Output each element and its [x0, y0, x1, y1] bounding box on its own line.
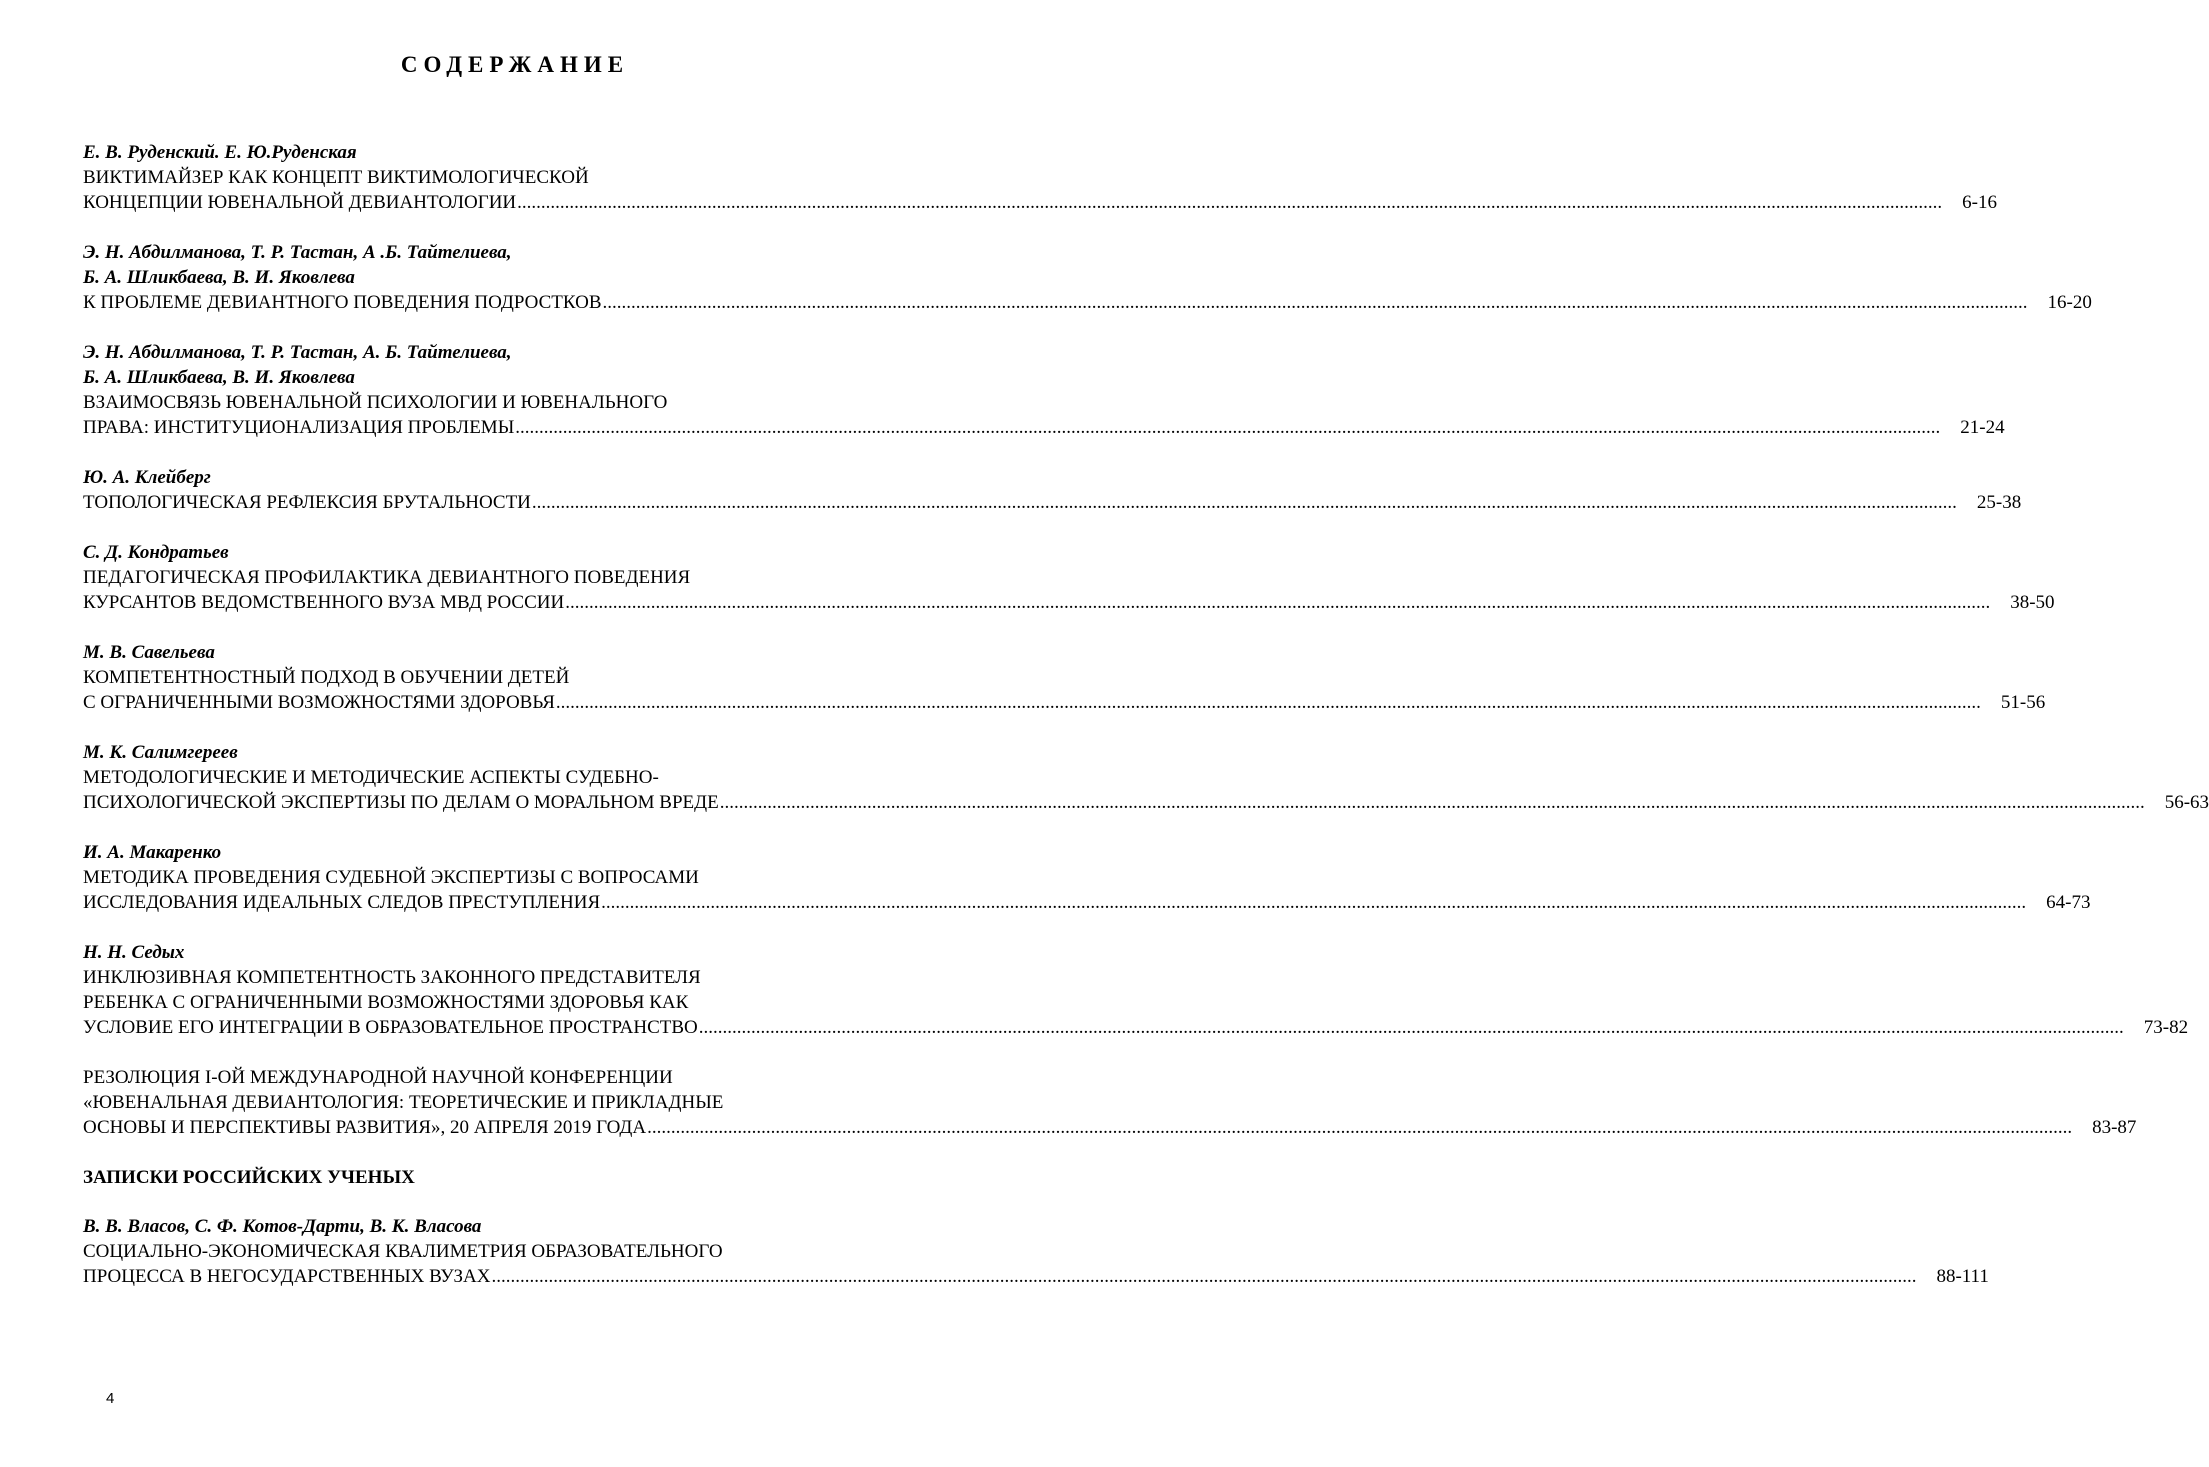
- dot-leader: ............................................................................................................................................................................................................................................................................................................: [647, 1117, 2073, 1138]
- entry-title-wrap: [83, 1015, 2124, 1040]
- entry-title-text: УСЛОВИЕ ЕГО ИНТЕГРАЦИИ В ОБРАЗОВАТЕЛЬНОЕ ПРОСТРАНСТВО: [83, 1017, 698, 1038]
- entry-authors: Ю. А. Клейберг: [83, 467, 211, 488]
- entry-title-text: КУРСАНТОВ ВЕДОМСТВЕННОГО ВУЗА МВД РОССИИ: [83, 592, 565, 613]
- entry-authors: В. В. Власов, С. Ф. Котов-Дарти, В. К. Власова: [83, 1216, 482, 1237]
- entry-authors: М. В. Савельева: [83, 642, 215, 663]
- table-of-contents: [83, 140, 2209, 1314]
- toc-entry[interactable]: [83, 740, 2209, 815]
- entry-title-last-line: [83, 690, 2046, 715]
- entry-title-wrap: [83, 590, 1990, 615]
- entry-authors: С. Д. Кондратьев: [83, 542, 229, 563]
- entry-title-text: ПРОЦЕССА В НЕГОСУДАРСТВЕННЫХ ВУЗАХ: [83, 1266, 491, 1287]
- entry-title-wrap: [83, 490, 1957, 515]
- entry-title-line: «ЮВЕНАЛЬНАЯ ДЕВИАНТОЛОГИЯ: ТЕОРЕТИЧЕСКИЕ И ПРИКЛАДНЫЕ: [83, 1092, 724, 1113]
- entry-title-wrap: [83, 190, 1942, 215]
- entry-title-wrap: [83, 890, 2026, 915]
- entry-pages: 38-50: [2010, 592, 2055, 613]
- entry-title-line: ПЕДАГОГИЧЕСКАЯ ПРОФИЛАКТИКА ДЕВИАНТНОГО ПОВЕДЕНИЯ: [83, 567, 691, 588]
- entry-pages: 64-73: [2046, 892, 2091, 913]
- toc-entry[interactable]: [83, 940, 2189, 1040]
- entry-pages: 83-87: [2092, 1117, 2137, 1138]
- dot-leader: ............................................................................................................................................................................................................................................................................................................: [515, 417, 1941, 438]
- entry-title-last-line: [83, 490, 2022, 515]
- entry-pages: 56-63: [2164, 792, 2209, 813]
- entry-title-line: РЕБЕНКА С ОГРАНИЧЕННЫМИ ВОЗМОЖНОСТЯМИ ЗДОРОВЬЯ КАК: [83, 992, 689, 1013]
- entry-authors: Б. А. Шликбаева, В. И. Яковлева: [83, 267, 355, 288]
- entry-title-line: РЕЗОЛЮЦИЯ I-ОЙ МЕЖДУНАРОДНОЙ НАУЧНОЙ КОНФЕРЕНЦИИ: [83, 1067, 673, 1088]
- entry-title-line: КОМПЕТЕНТНОСТНЫЙ ПОДХОД В ОБУЧЕНИИ ДЕТЕЙ: [83, 667, 570, 688]
- entry-title-text: ТОПОЛОГИЧЕСКАЯ РЕФЛЕКСИЯ БРУТАЛЬНОСТИ: [83, 492, 531, 513]
- entry-title-text: ИССЛЕДОВАНИЯ ИДЕАЛЬНЫХ СЛЕДОВ ПРЕСТУПЛЕНИЯ: [83, 892, 601, 913]
- entry-title-last-line: [83, 1015, 2189, 1040]
- entry-title-wrap: [83, 415, 1940, 440]
- entry-title-last-line: [83, 790, 2209, 815]
- dot-leader: ............................................................................................................................................................................................................................................................................................................: [601, 892, 2027, 913]
- toc-entry[interactable]: [83, 340, 2005, 440]
- entry-title-wrap: [83, 790, 2145, 815]
- entry-authors: Н. Н. Седых: [83, 942, 185, 963]
- entry-title-last-line: [83, 590, 2055, 615]
- page-title: СОДЕРЖАНИЕ: [400, 52, 630, 77]
- dot-leader: ............................................................................................................................................................................................................................................................................................................: [698, 1017, 2124, 1038]
- entry-title-text: ПРАВА: ИНСТИТУЦИОНАЛИЗАЦИЯ ПРОБЛЕМЫ: [83, 417, 515, 438]
- entry-authors: Э. Н. Абдилманова, Т. Р. Тастан, А. Б. Тайтелиева,: [83, 342, 512, 363]
- dot-leader: ............................................................................................................................................................................................................................................................................................................: [602, 292, 2028, 313]
- toc-entry[interactable]: [83, 540, 2055, 615]
- entry-title-line: ВИКТИМАЙЗЕР КАК КОНЦЕПТ ВИКТИМОЛОГИЧЕСКОЙ: [83, 167, 589, 188]
- entry-pages: 6-16: [1962, 192, 1997, 213]
- entry-title-text: ОСНОВЫ И ПЕРСПЕКТИВЫ РАЗВИТИЯ», 20 АПРЕЛЯ 2019 ГОДА: [83, 1117, 647, 1138]
- entry-title-last-line: [83, 890, 2091, 915]
- dot-leader: ............................................................................................................................................................................................................................................................................................................: [531, 492, 1957, 513]
- entry-title-last-line: [83, 190, 1997, 215]
- entry-pages: 21-24: [1960, 417, 2005, 438]
- entry-title-wrap: [83, 1115, 2072, 1140]
- dot-leader: ............................................................................................................................................................................................................................................................................................................: [491, 1266, 1917, 1287]
- entry-title-line: МЕТОДИКА ПРОВЕДЕНИЯ СУДЕБНОЙ ЭКСПЕРТИЗЫ С ВОПРОСАМИ: [83, 867, 699, 888]
- entry-authors: М. К. Салимгереев: [83, 742, 238, 763]
- dot-leader: ............................................................................................................................................................................................................................................................................................................: [565, 592, 1991, 613]
- toc-entry[interactable]: [83, 240, 2092, 315]
- entry-title-text: К ПРОБЛЕМЕ ДЕВИАНТНОГО ПОВЕДЕНИЯ ПОДРОСТКОВ: [83, 292, 602, 313]
- section-heading: ЗАПИСКИ РОССИЙСКИХ УЧЕНЫХ: [83, 1167, 415, 1188]
- dot-leader: ............................................................................................................................................................................................................................................................................................................: [555, 692, 1981, 713]
- entry-pages: 88-111: [1936, 1266, 1989, 1287]
- entry-title-wrap: [83, 690, 1981, 715]
- entry-authors: И. А. Макаренко: [83, 842, 222, 863]
- entry-title-line: СОЦИАЛЬНО-ЭКОНОМИЧЕСКАЯ КВАЛИМЕТРИЯ ОБРАЗОВАТЕЛЬНОГО: [83, 1241, 723, 1262]
- entry-title-line: МЕТОДОЛОГИЧЕСКИЕ И МЕТОДИЧЕСКИЕ АСПЕКТЫ СУДЕБНО-: [83, 767, 659, 788]
- entry-pages: 51-56: [2000, 692, 2046, 713]
- toc-entry[interactable]: [83, 465, 2022, 515]
- entry-title-last-line: [83, 1115, 2137, 1140]
- entry-authors: Е. В. Руденский. Е. Ю.Руденская: [83, 142, 357, 163]
- entry-pages: 25-38: [1976, 492, 2022, 513]
- entry-title-text: С ОГРАНИЧЕННЫМИ ВОЗМОЖНОСТЯМИ ЗДОРОВЬЯ: [83, 692, 555, 713]
- toc-entry[interactable]: [83, 640, 2046, 715]
- entry-title-line: ИНКЛЮЗИВНАЯ КОМПЕТЕНТНОСТЬ ЗАКОННОГО ПРЕДСТАВИТЕЛЯ: [83, 967, 701, 988]
- entry-title-last-line: [83, 415, 2005, 440]
- entry-title-text: ПСИХОЛОГИЧЕСКОЙ ЭКСПЕРТИЗЫ ПО ДЕЛАМ О МОРАЛЬНОМ ВРЕДЕ: [83, 792, 719, 813]
- entry-title-line: ВЗАИМОСВЯЗЬ ЮВЕНАЛЬНОЙ ПСИХОЛОГИИ И ЮВЕНАЛЬНОГО: [83, 392, 668, 413]
- entry-title-last-line: [83, 290, 2092, 315]
- dot-leader: ............................................................................................................................................................................................................................................................................................................: [719, 792, 2145, 813]
- toc-entry[interactable]: [83, 1065, 2137, 1140]
- entry-title-wrap: [83, 290, 2028, 315]
- page-number: 4: [106, 1390, 115, 1407]
- entry-authors: Э. Н. Абдилманова, Т. Р. Тастан, А .Б. Тайтелиева,: [83, 242, 512, 263]
- toc-entry[interactable]: [83, 140, 1997, 215]
- entry-authors: Б. А. Шликбаева, В. И. Яковлева: [83, 367, 355, 388]
- entry-title-text: КОНЦЕПЦИИ ЮВЕНАЛЬНОЙ ДЕВИАНТОЛОГИИ: [83, 192, 517, 213]
- entry-title-wrap: [83, 1264, 1916, 1289]
- toc-entry[interactable]: [83, 840, 2091, 915]
- entry-pages: 16-20: [2047, 292, 2092, 313]
- entry-title-last-line: [83, 1264, 1989, 1289]
- toc-entry[interactable]: [83, 1214, 1989, 1289]
- entry-pages: 73-82: [2143, 1017, 2189, 1038]
- dot-leader: ............................................................................................................................................................................................................................................................................................................: [517, 192, 1943, 213]
